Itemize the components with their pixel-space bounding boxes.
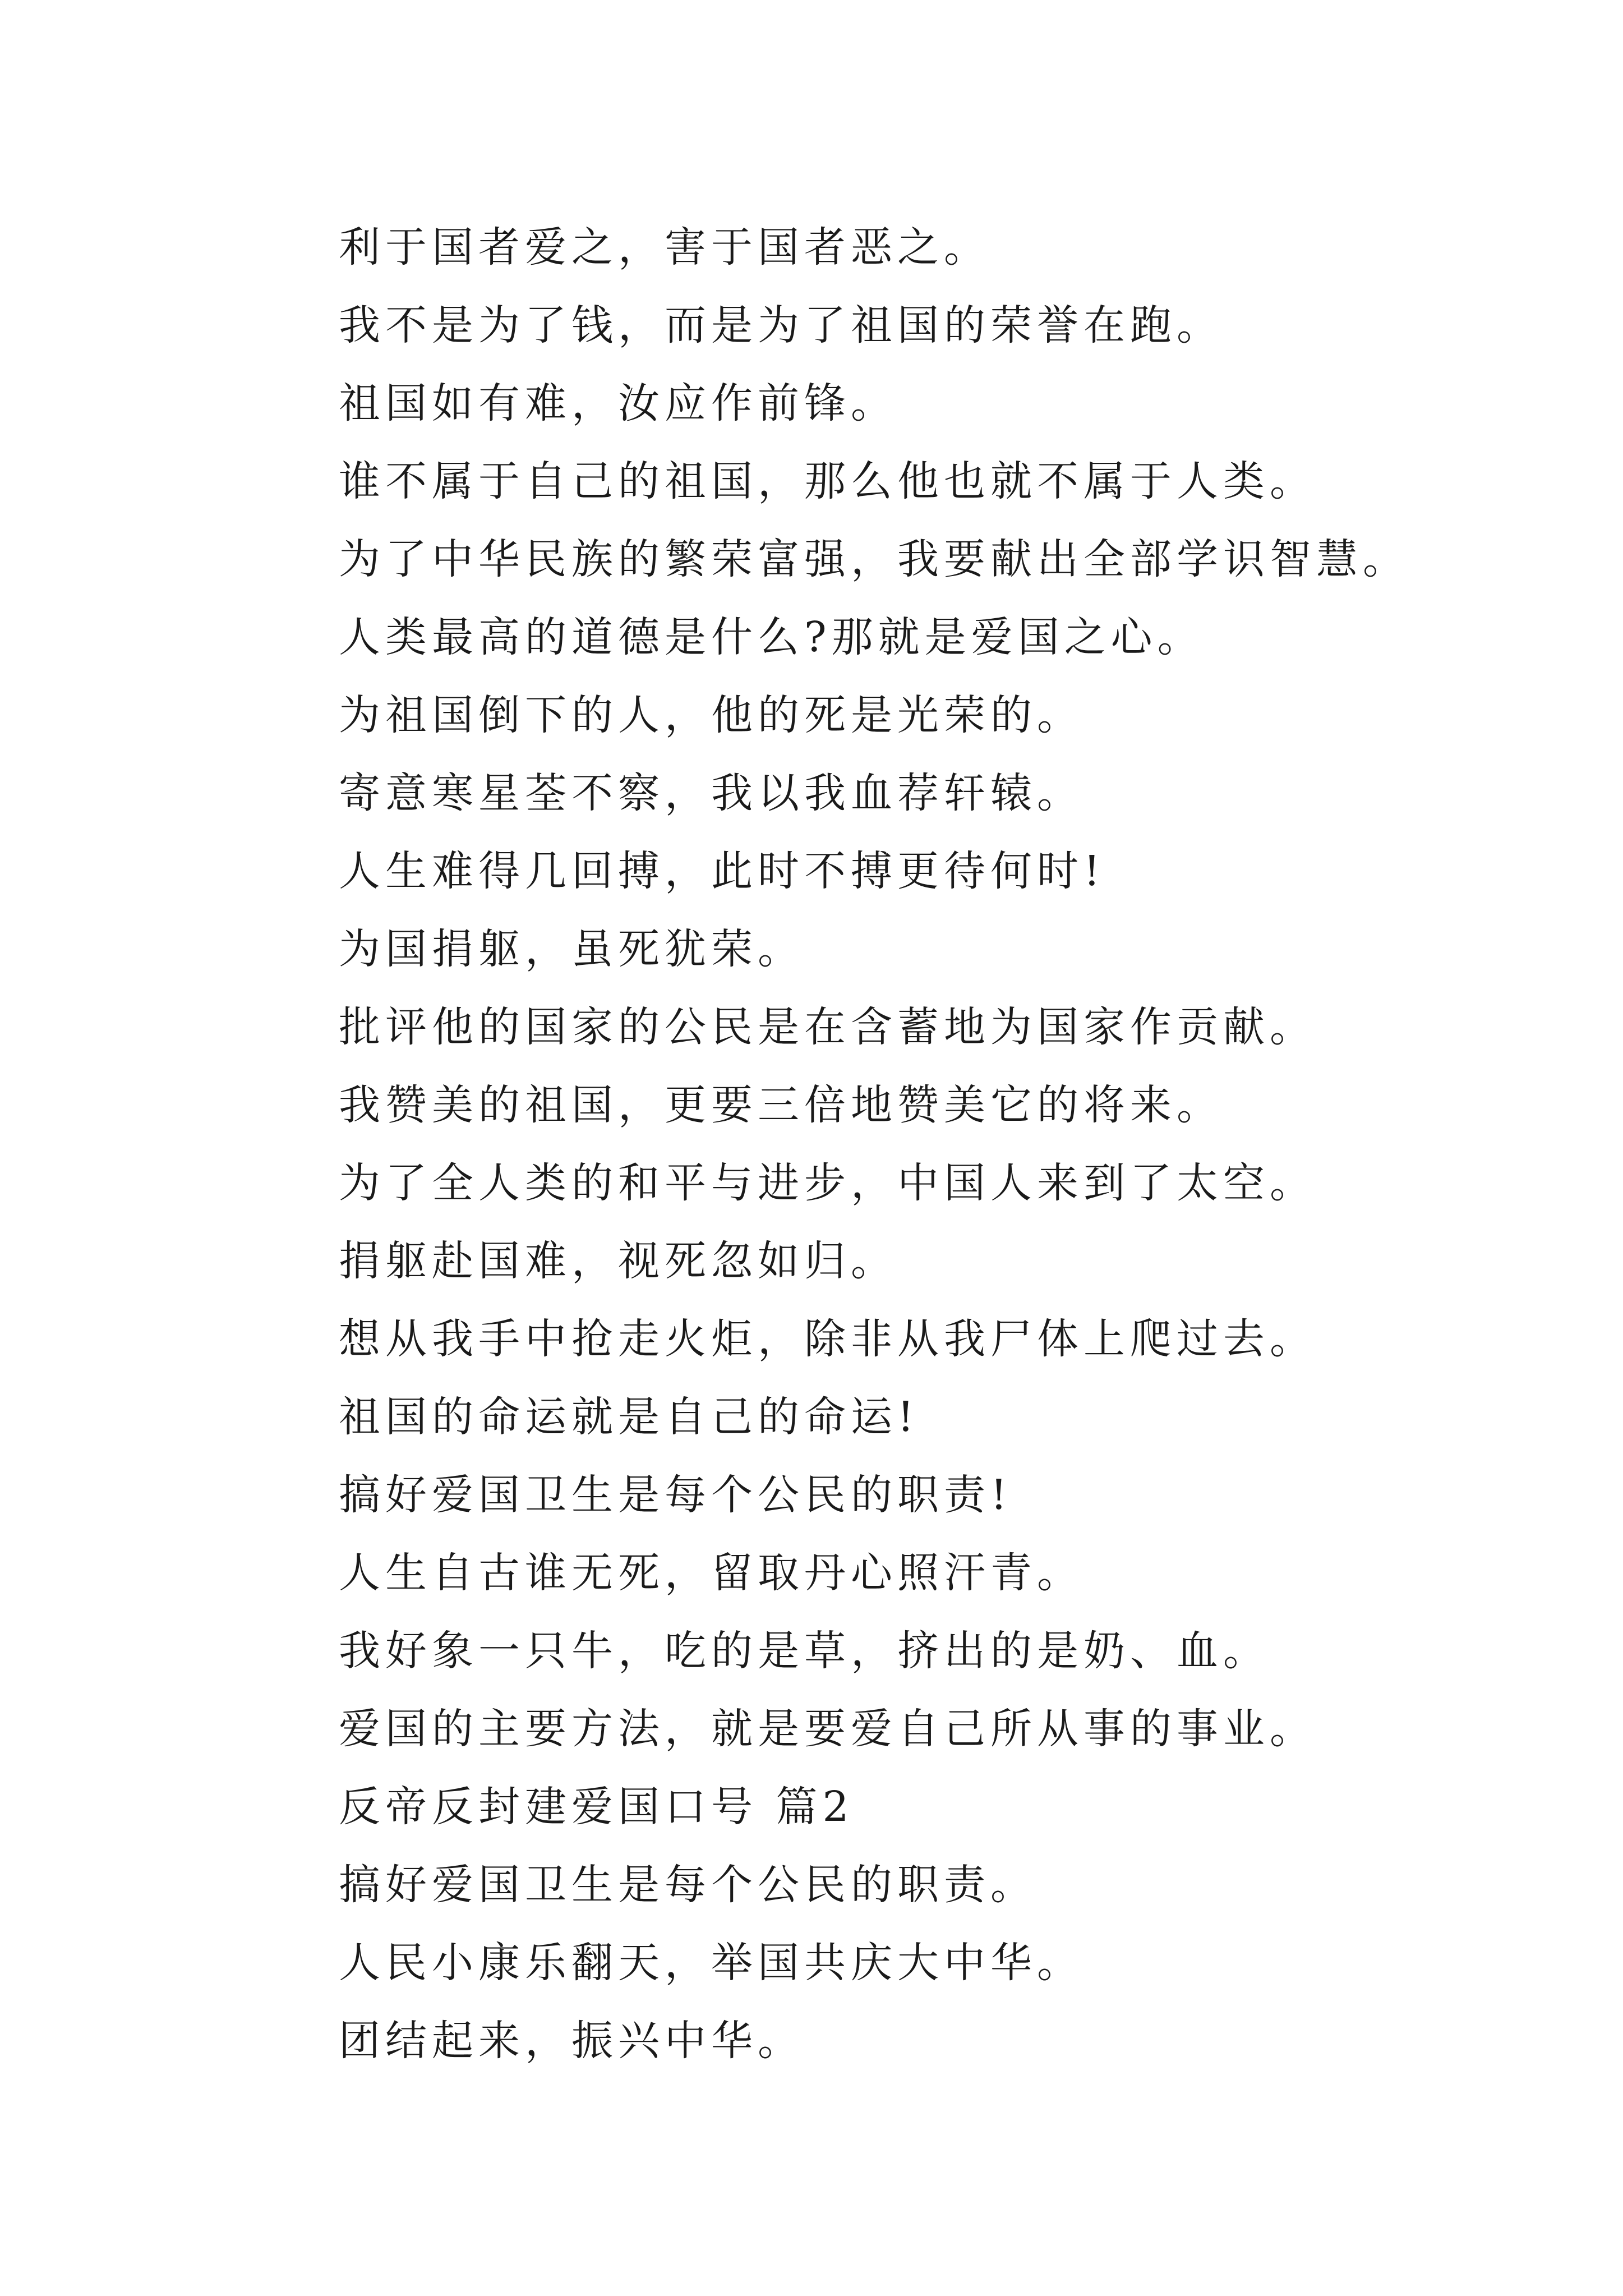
text-line: 我不是为了钱，而是为了祖国的荣誉在跑。 — [339, 301, 1223, 349]
text-line: 为祖国倒下的人，他的死是光荣的。 — [339, 691, 1083, 739]
text-line: 批评他的国家的公民是在含蓄地为国家作贡献。 — [339, 1003, 1316, 1051]
text-line: 我好象一只牛，吃的是草，挤出的是奶、血。 — [339, 1627, 1270, 1675]
text-line: 寄意寒星荃不察，我以我血荐轩辕。 — [339, 769, 1083, 817]
text-line: 人生自古谁无死，留取丹心照汗青。 — [339, 1549, 1083, 1597]
text-line: 我赞美的祖国，更要三倍地赞美它的将来。 — [339, 1081, 1223, 1129]
text-line: 为国捐躯，虽死犹荣。 — [339, 925, 804, 973]
text-line: 想从我手中抢走火炬，除非从我尸体上爬过去。 — [339, 1315, 1316, 1363]
text-line: 捐躯赴国难，视死忽如归。 — [339, 1237, 897, 1285]
text-line: 祖国的命运就是自己的命运! — [339, 1393, 919, 1441]
text-line: 人类最高的道德是什么?那就是爱国之心。 — [339, 613, 1204, 661]
text-line: 谁不属于自己的祖国，那么他也就不属于人类。 — [339, 457, 1316, 505]
section-heading: 反帝反封建爱国口号 篇2 — [339, 1783, 854, 1831]
text-line: 为了全人类的和平与进步，中国人来到了太空。 — [339, 1159, 1316, 1207]
text-line: 利于国者爱之，害于国者恶之。 — [339, 223, 990, 272]
text-line: 搞好爱国卫生是每个公民的职责! — [339, 1471, 1012, 1519]
text-line: 为了中华民族的繁荣富强，我要献出全部学识智慧。 — [339, 535, 1409, 583]
text-line: 人民小康乐翻天，举国共庆大中华。 — [339, 1939, 1083, 1987]
text-line: 团结起来，振兴中华。 — [339, 2017, 804, 2065]
document-body — [339, 209, 1544, 2080]
text-line: 爱国的主要方法，就是要爱自己所从事的事业。 — [339, 1705, 1316, 1753]
text-line: 人生难得几回搏，此时不搏更待何时! — [339, 847, 1105, 895]
text-line: 搞好爱国卫生是每个公民的职责。 — [339, 1861, 1037, 1909]
text-line: 祖国如有难，汝应作前锋。 — [339, 379, 897, 427]
